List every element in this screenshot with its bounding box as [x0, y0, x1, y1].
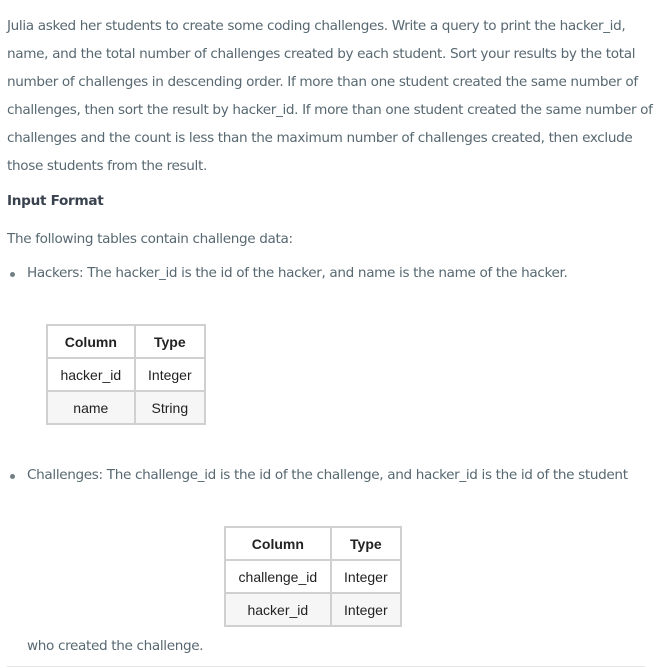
column-cell: challenge_id	[225, 560, 331, 593]
column-cell: name	[47, 391, 135, 424]
divider	[7, 666, 645, 667]
table-row	[47, 391, 205, 424]
intro-text: The following tables contain challenge data:	[7, 231, 293, 247]
type-cell: Integer	[331, 593, 401, 626]
table-row	[225, 593, 401, 626]
bullet-icon	[10, 272, 15, 277]
table-row	[47, 358, 205, 391]
type-header: Type	[331, 527, 401, 560]
type-cell: Integer	[331, 560, 401, 593]
challenges-description-continuation: who created the challenge.	[27, 638, 204, 654]
type-cell: String	[135, 391, 205, 424]
hackers-table	[46, 324, 206, 425]
table-row	[225, 560, 401, 593]
column-header: Column	[47, 325, 135, 358]
column-header: Column	[225, 527, 331, 560]
type-header: Type	[135, 325, 205, 358]
bullet-icon	[10, 474, 15, 479]
challenges-description: Challenges: The challenge_id is the id of the challenge, and hacker_id is the id of the student	[27, 467, 628, 483]
hackers-description: Hackers: The hacker_id is the id of the hacker, and name is the name of the hacker.	[27, 265, 568, 281]
type-cell: Integer	[135, 358, 205, 391]
column-cell: hacker_id	[47, 358, 135, 391]
challenges-table	[224, 526, 402, 627]
statement-paragraph: Julia asked her students to create some coding challenges. Write a query to print the hacker_id, name, and the total number of challenges created by each student. Sort your results by the total number of challenges in descending order. If more than one student created the same number of challenges, then sort the result by hacker_id. If more than one student created the same number of challenges and the count is less than the maximum number of challenges created, then exclude those students from the result.	[7, 18, 653, 174]
input-format-heading: Input Format	[7, 193, 104, 209]
column-cell: hacker_id	[225, 593, 331, 626]
